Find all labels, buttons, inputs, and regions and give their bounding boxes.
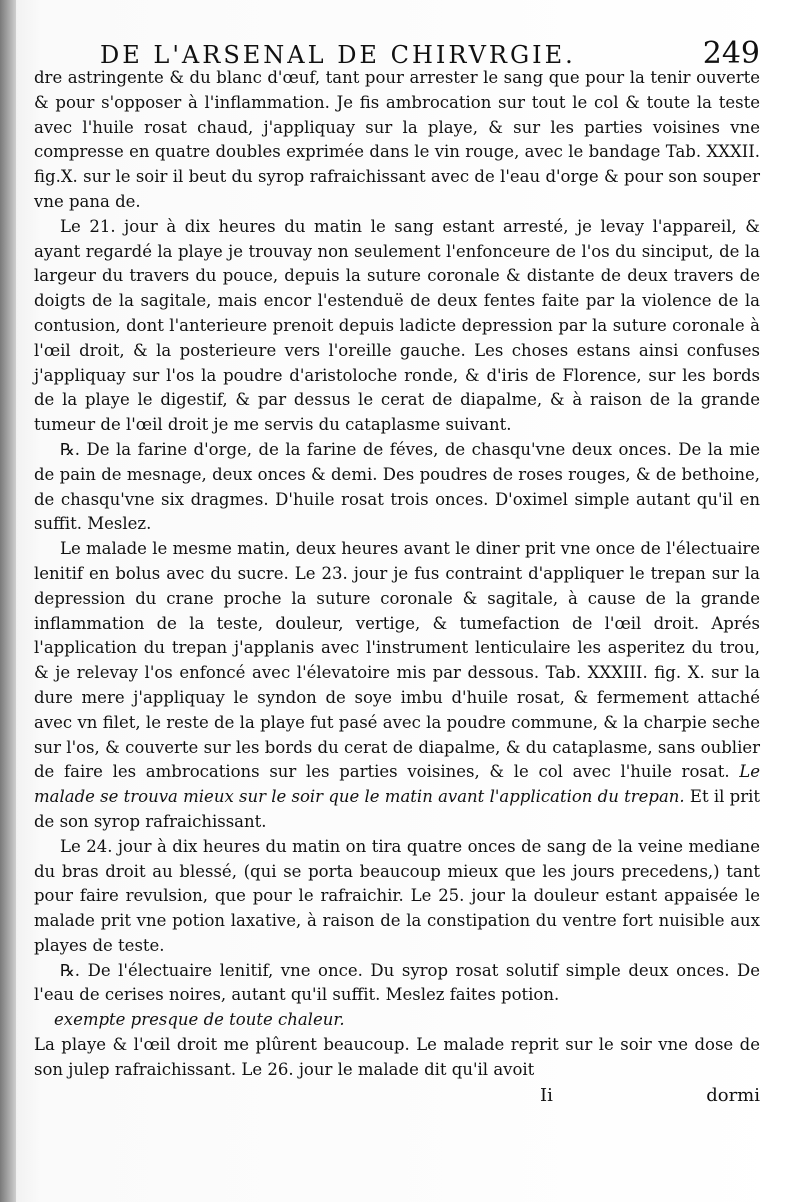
- handwritten-note-application: Le malade se trouva mieux sur le soir que le matin avant l'application du trepan.: [34, 762, 761, 807]
- body-text: [34, 66, 760, 1083]
- handwritten-note-chaleur: exempte presque de toute chaleur.: [54, 1010, 345, 1030]
- paragraph-day-21: Le 21. jour à dix heures du matin le sang estant arresté, je levay l'appareil, & ayant regardé la playe je trouvay non seulement l'enfonceure de l'os du sinciput, de la largeur du travers du pouce, depuis la suture coronale & distante de deux travers de doigts de la sagitale, mais encor l'estenduë de deux fentes faite par la violence de la contusion, dont l'anterieure prenoit depuis ladicte depression par la suture coronale à l'œil droit, & la posterieure vers l'oreille gauche. Les choses estans ainsi confuses j'appliquay sur l'os la poudre d'aristoloche ronde, & d'iris de Florence, sur les bords de la playe le digestif, & par dessus le cerat de diapalme, & à raison de la grande tumeur de l'œil droit je me servis du cataplasme suivant.: [34, 216, 760, 435]
- running-head: DE L'ARSENAL DE CHIRVRGIE.: [100, 41, 576, 69]
- paragraph-day-24: Le 24. jour à dix heures du matin on tira quatre onces de sang de la veine mediane du bras droit au blessé, (qui se porta beaucoup mieux que les jours precedens,) tant pour faire revulsion, que pour le rafraichir. Le 25. jour la douleur estant appaisée le malade prit vne potion laxative, à raison de la constipation du ventre fort nuisible aux playes de teste.: [34, 836, 760, 955]
- signature-mark: Ii: [540, 1085, 553, 1106]
- syrop-note: Et il prit de son syrop rafraichissant.: [34, 787, 760, 831]
- book-gutter-shadow: [0, 0, 16, 1202]
- recipe-cataplasme: ℞. De la farine d'orge, de la farine de féves, de chasqu'vne deux onces. De la mie de pain de mesnage, deux onces & demi. Des poudres de roses rouges, & de bethoine, de chasqu'vne six dragmes. D'huile rosat trois onces. D'oximel simple autant qu'il en suffit. Meslez.: [34, 439, 760, 534]
- page-footer: [540, 1085, 760, 1106]
- paragraph-day-23: [34, 537, 760, 835]
- paragraph-closing: La playe & l'œil droit me plûrent beaucoup. Le malade reprit sur le soir vne dose de son julep rafraichissant. Le 26. jour le malade dit qu'il avoit: [34, 1035, 760, 1079]
- paragraph-continuation: dre astringente & du blanc d'œuf, tant pour arrester le sang que pour la tenir ouverte & pour s'opposer à l'inflammation. Je fis ambrocation sur tout le col & toute la teste avec l'huile rosat chaud, j'appliquay sur la playe, & sur les parties voisines vne compresse en quatre doubles exprimée dans le vin rouge, avec le bandage Tab. XXXII. fig.X. sur le soir il beut du syrop rafraichissant avec de l'eau d'orge & pour son souper vne pana de.: [34, 68, 760, 211]
- catchword: dormi: [706, 1085, 760, 1106]
- recipe-potion: ℞. De l'électuaire lenitif, vne once. Du syrop rosat solutif simple deux onces. De l'eau de cerises noires, autant qu'il suffit. Meslez faites potion.: [34, 960, 760, 1005]
- page-number: 249: [702, 36, 760, 71]
- paragraph-day-23-text: Le malade le mesme matin, deux heures avant le diner prit vne once de l'électuaire lenitif en bolus avec du sucre. Le 23. jour je fus contraint d'appliquer le trepan sur la depression du crane proche la suture coronale & sagitale, à cause de la grande inflammation de la teste, douleur, vertige, & tumefaction de l'œil droit. Aprés l'application du trepan j'applanis avec l'instrument lenticulaire les asperitez du trou, & je relevay l'os enfoncé avec l'élevatoire mis par dessous. Tab. XXXIII. fig. X. sur la dure mere j'appliquay le syndon de soye imbu d'huile rosat, & fermement attaché avec vn filet, le reste de la playe fut pasé avec la poudre commune, & la charpie seche sur l'os, & couverte sur les bords du cerat de diapalme, & du cataplasme, sans oublier de faire les ambrocations sur les parties voisines, & le col avec l'huile rosat.: [34, 539, 760, 782]
